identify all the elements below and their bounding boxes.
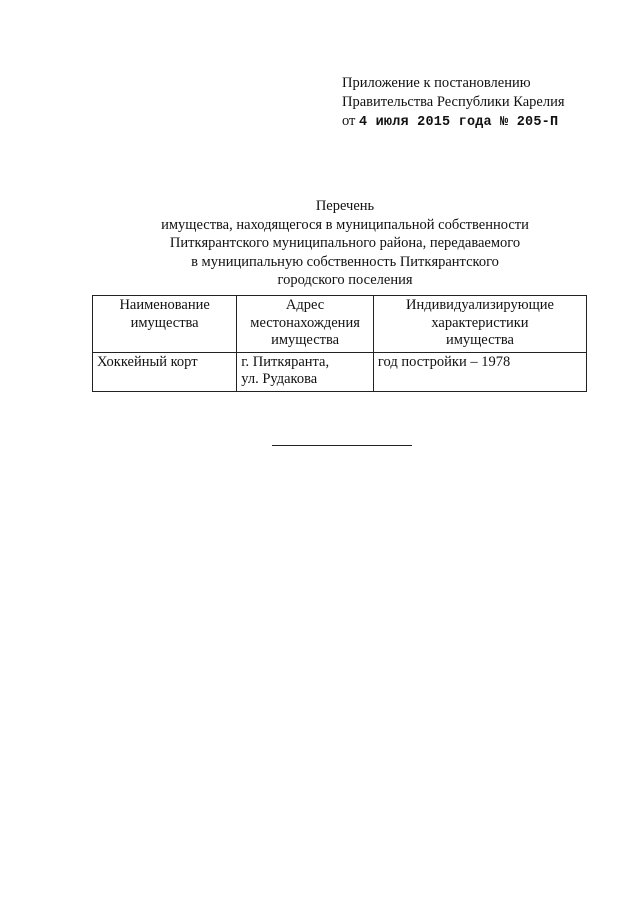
header-characteristics: Индивидуализирующие характеристики имущества xyxy=(373,296,586,353)
end-divider-line xyxy=(272,445,412,446)
header-address: Адрес местонахождения имущества xyxy=(237,296,374,353)
property-table xyxy=(92,295,587,392)
table-row xyxy=(93,352,587,391)
table-header-row xyxy=(93,296,587,353)
title-line-3: в муниципальную собственность Питкярантского xyxy=(191,253,499,270)
decree-date-number-stamp: 4 июля 2015 года № 205-П xyxy=(359,115,559,130)
appendix-line-1: Приложение к постановлению xyxy=(342,75,531,91)
appendix-date-prefix: от xyxy=(342,113,360,129)
appendix-line-3 xyxy=(342,112,632,132)
document-title xyxy=(120,197,570,290)
cell-property-name: Хоккейный корт xyxy=(93,352,237,391)
cell-characteristics: год постройки – 1978 xyxy=(373,352,586,391)
cell-address: г. Питкяранта, ул. Рудакова xyxy=(237,352,374,391)
title-line-2: Питкярантского муниципального района, передаваемого xyxy=(169,235,521,252)
header-property-name: Наименование имущества xyxy=(93,296,237,353)
appendix-line-2: Правительства Республики Карелия xyxy=(342,94,565,110)
title-line-4: городского поселения xyxy=(277,272,413,289)
title-heading: Перечень xyxy=(315,198,375,214)
title-line-1: имущества, находящегося в муниципальной собственности xyxy=(161,216,529,233)
appendix-header xyxy=(342,74,632,132)
